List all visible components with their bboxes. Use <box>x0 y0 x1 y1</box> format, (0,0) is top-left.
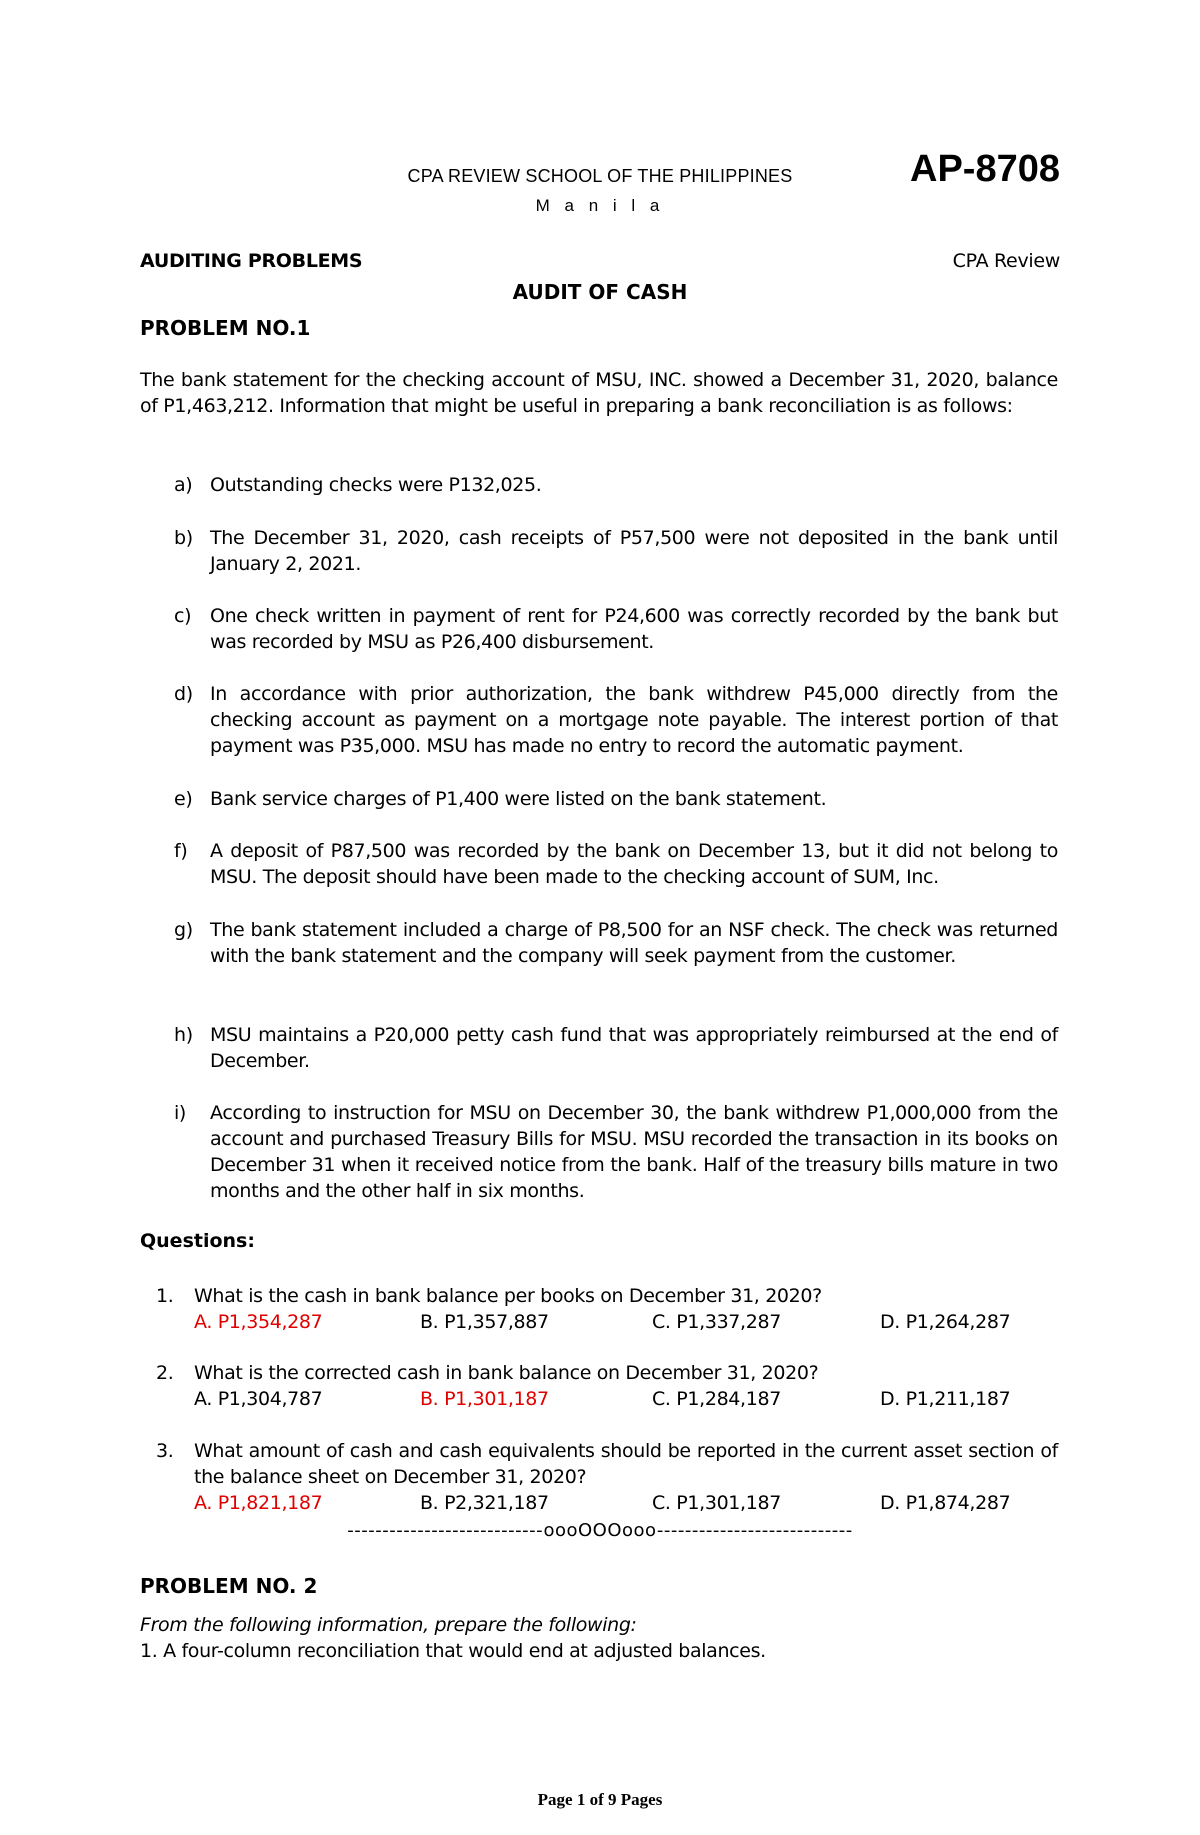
item-label: f) <box>174 840 188 862</box>
item-text: MSU maintains a P20,000 petty cash fund that was appropriately reimbursed at the end of December. <box>210 1024 1058 1072</box>
list-item <box>140 603 1058 655</box>
list-item <box>140 838 1058 890</box>
item-label: h) <box>174 1024 193 1046</box>
answer-option-a: A. P1,354,287 <box>194 1311 323 1333</box>
item-text: One check written in payment of rent for P24,600 was correctly recorded by the bank but was recorded by MSU as P26,400 disbursement. <box>210 605 1058 653</box>
answer-option-b: B. P1,301,187 <box>420 1388 549 1410</box>
school-name: CPA REVIEW SCHOOL OF THE PHILIPPINES <box>407 166 793 186</box>
item-label: a) <box>174 474 193 496</box>
item-text: In accordance with prior authorization, the bank withdrew P45,000 directly from the checking account as payment on a mortgage note payable. The interest portion of that payment was P35,000. MSU has made no entry to record the automatic payment. <box>210 683 1058 757</box>
list-item <box>140 525 1058 577</box>
question <box>140 1283 1058 1335</box>
answer-option-d: D. P1,874,287 <box>880 1492 1011 1514</box>
item-label: d) <box>174 683 193 705</box>
problem-1-intro: The bank statement for the checking account of MSU, INC. showed a December 31, 2020, balance of P1,463,212. Information that might be useful in preparing a bank reconciliation is as follows: <box>140 369 1058 417</box>
section-divider: ----------------------------oooOOOooo---------------------------- <box>347 1520 853 1541</box>
problem-2-instruction: From the following information, prepare the following: <box>140 1614 637 1636</box>
review-label: CPA Review <box>952 250 1060 272</box>
answer-options <box>194 1309 1058 1335</box>
problem-2-heading: PROBLEM NO. 2 <box>140 1574 318 1598</box>
page-footer: Page 1 of 9 Pages <box>537 1790 663 1809</box>
question-number: 1. <box>156 1285 174 1307</box>
answer-options <box>194 1386 1058 1412</box>
answer-option-c: C. P1,301,187 <box>652 1492 781 1514</box>
question <box>140 1438 1058 1516</box>
list-item <box>140 786 1058 812</box>
question <box>140 1360 1058 1412</box>
answer-option-b: B. P1,357,887 <box>420 1311 549 1333</box>
item-text: Bank service charges of P1,400 were listed on the bank statement. <box>210 788 827 810</box>
item-text: A deposit of P87,500 was recorded by the bank on December 13, but it did not belong to MSU. The deposit should have been made to the checking account of SUM, Inc. <box>210 840 1058 888</box>
page-title: AUDIT OF CASH <box>512 280 688 304</box>
question-stem: What is the corrected cash in bank balance on December 31, 2020? <box>194 1362 819 1384</box>
item-text: Outstanding checks were P132,025. <box>210 474 542 496</box>
question-stem: What is the cash in bank balance per books on December 31, 2020? <box>194 1285 822 1307</box>
item-label: b) <box>174 527 193 549</box>
answer-option-b: B. P2,321,187 <box>420 1492 549 1514</box>
questions-heading: Questions: <box>140 1230 255 1252</box>
item-text: The December 31, 2020, cash receipts of P57,500 were not deposited in the bank until January 2, 2021. <box>210 527 1058 575</box>
item-label: e) <box>174 788 193 810</box>
list-item <box>140 917 1058 969</box>
list-item <box>140 1100 1058 1204</box>
item-label: g) <box>174 919 193 941</box>
list-item <box>140 472 1058 498</box>
problem-2-step: 1. A four-column reconciliation that would end at adjusted balances. <box>140 1640 766 1662</box>
answer-option-d: D. P1,211,187 <box>880 1388 1011 1410</box>
item-label: c) <box>174 605 192 627</box>
answer-option-a: A. P1,304,787 <box>194 1388 323 1410</box>
school-city: M a n i l a <box>535 196 665 215</box>
answer-option-d: D. P1,264,287 <box>880 1311 1011 1333</box>
item-text: The bank statement included a charge of P8,500 for an NSF check. The check was returned with the bank statement and the company will seek payment from the customer. <box>210 919 1058 967</box>
problem-1-heading: PROBLEM NO.1 <box>140 316 311 340</box>
question-number: 3. <box>156 1440 174 1462</box>
question-stem: What amount of cash and cash equivalents should be reported in the current asset section of the balance sheet on December 31, 2020? <box>194 1440 1058 1488</box>
answer-option-c: C. P1,284,187 <box>652 1388 781 1410</box>
item-text: According to instruction for MSU on December 30, the bank withdrew P1,000,000 from the account and purchased Treasury Bills for MSU. MSU recorded the transaction in its books on December 31 when it received notice from the bank. Half of the treasury bills mature in two months and the other half in six months. <box>210 1102 1058 1202</box>
answer-option-c: C. P1,337,287 <box>652 1311 781 1333</box>
answer-options <box>194 1490 1058 1516</box>
subject-label: AUDITING PROBLEMS <box>140 250 363 272</box>
answer-option-a: A. P1,821,187 <box>194 1492 323 1514</box>
document-code: AP-8708 <box>910 148 1060 190</box>
item-label: i) <box>174 1102 186 1124</box>
question-number: 2. <box>156 1362 174 1384</box>
list-item <box>140 1022 1058 1074</box>
list-item <box>140 681 1058 759</box>
